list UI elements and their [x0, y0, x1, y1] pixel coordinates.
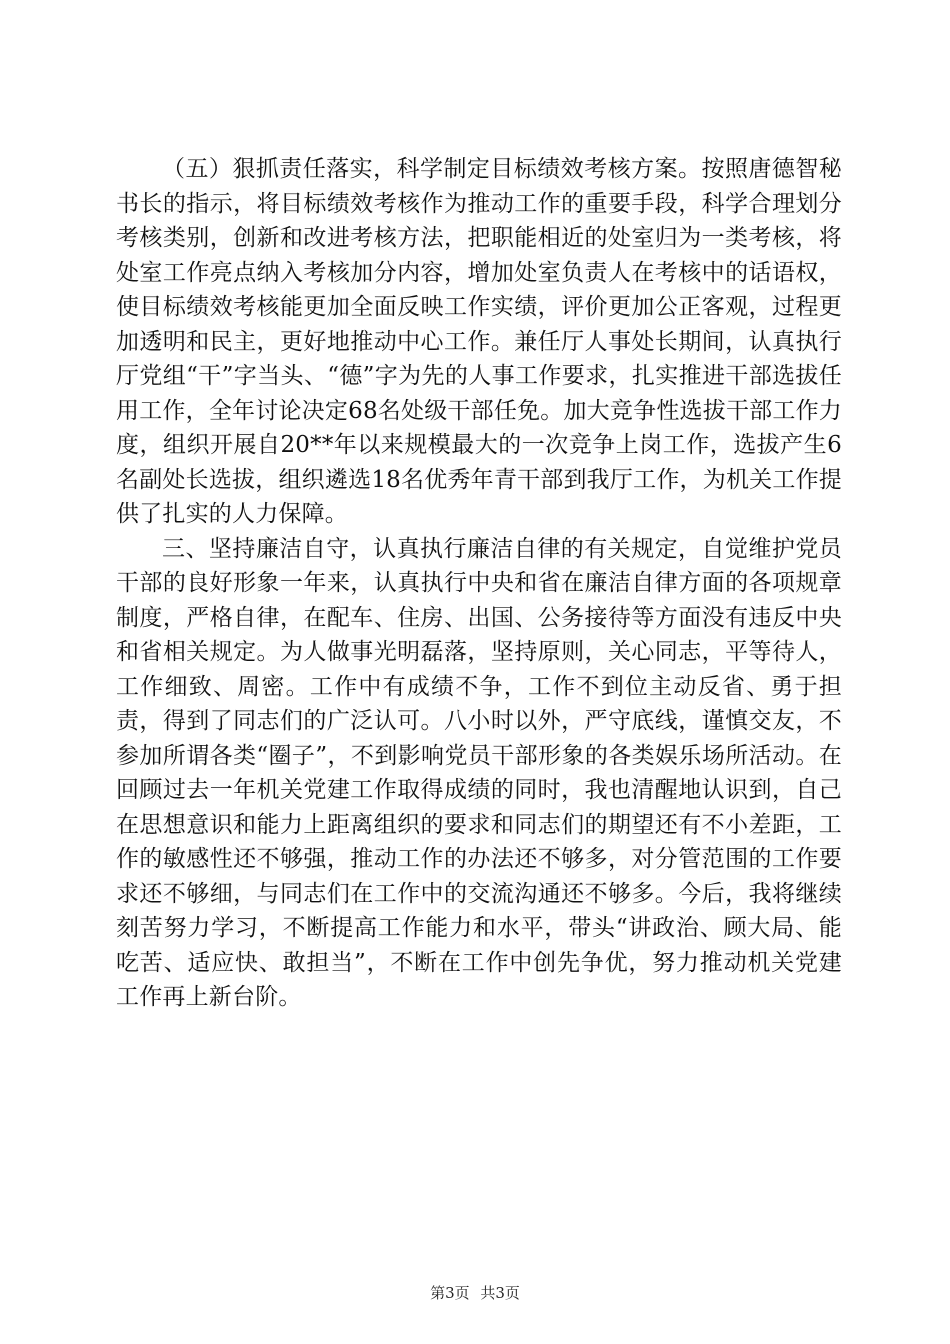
page-footer	[0, 1282, 950, 1303]
body-paragraph: 三、坚持廉洁自守，认真执行廉洁自律的有关规定，自觉维护党员干部的良好形象一年来，认真执行中央和省在廉洁自律方面的各项规章制度，严格自律，在配车、住房、出国、公务接待等方面没有违反中央和省相关规定。为人做事光明磊落，坚持原则，关心同志，平等待人，工作细致、周密。工作中有成绩不争，工作不到位主动反省、勇于担责，得到了同志们的广泛认可。八小时以外，严守底线，谨慎交友，不参加所谓各类“圈子”，不到影响党员干部形象的各类娱乐场所活动。在回顾过去一年机关党建工作取得成绩的同时，我也清醒地认识到，自己在思想意识和能力上距离组织的要求和同志们的期望还有不小差距，工作的敏感性还不够强，推动工作的办法还不够多，对分管范围的工作要求还不够细，与同志们在工作中的交流沟通还不够多。今后，我将继续刻苦努力学习，不断提高工作能力和水平，带头“讲政治、顾大局、能吃苦、适应快、敢担当”，不断在工作中创先争优，努力推动机关党建工作再上新台阶。	[116, 535, 842, 1010]
page-total: 共3页	[480, 1284, 520, 1302]
document-body	[116, 152, 842, 1015]
page-number: 第3页	[430, 1284, 470, 1302]
body-paragraph: （五）狠抓责任落实，科学制定目标绩效考核方案。按照唐德智秘书长的指示，将目标绩效考核作为推动工作的重要手段，科学合理划分考核类别，创新和改进考核方法，把职能相近的处室归为一类考核，将处室工作亮点纳入考核加分内容，增加处室负责人在考核中的话语权，使目标绩效考核能更加全面反映工作实绩，评价更加公正客观，过程更加透明和民主，更好地推动中心工作。兼任厅人事处长期间，认真执行厅党组“干”字当头、“德”字为先的人事工作要求，扎实推进干部选拔任用工作，全年讨论决定68名处级干部任免。加大竞争性选拔干部工作力度，组织开展自20**年以来规模最大的一次竞争上岗工作，选拔产生6名副处长选拔，组织遴选18名优秀年青干部到我厅工作，为机关工作提供了扎实的人力保障。	[116, 156, 842, 527]
